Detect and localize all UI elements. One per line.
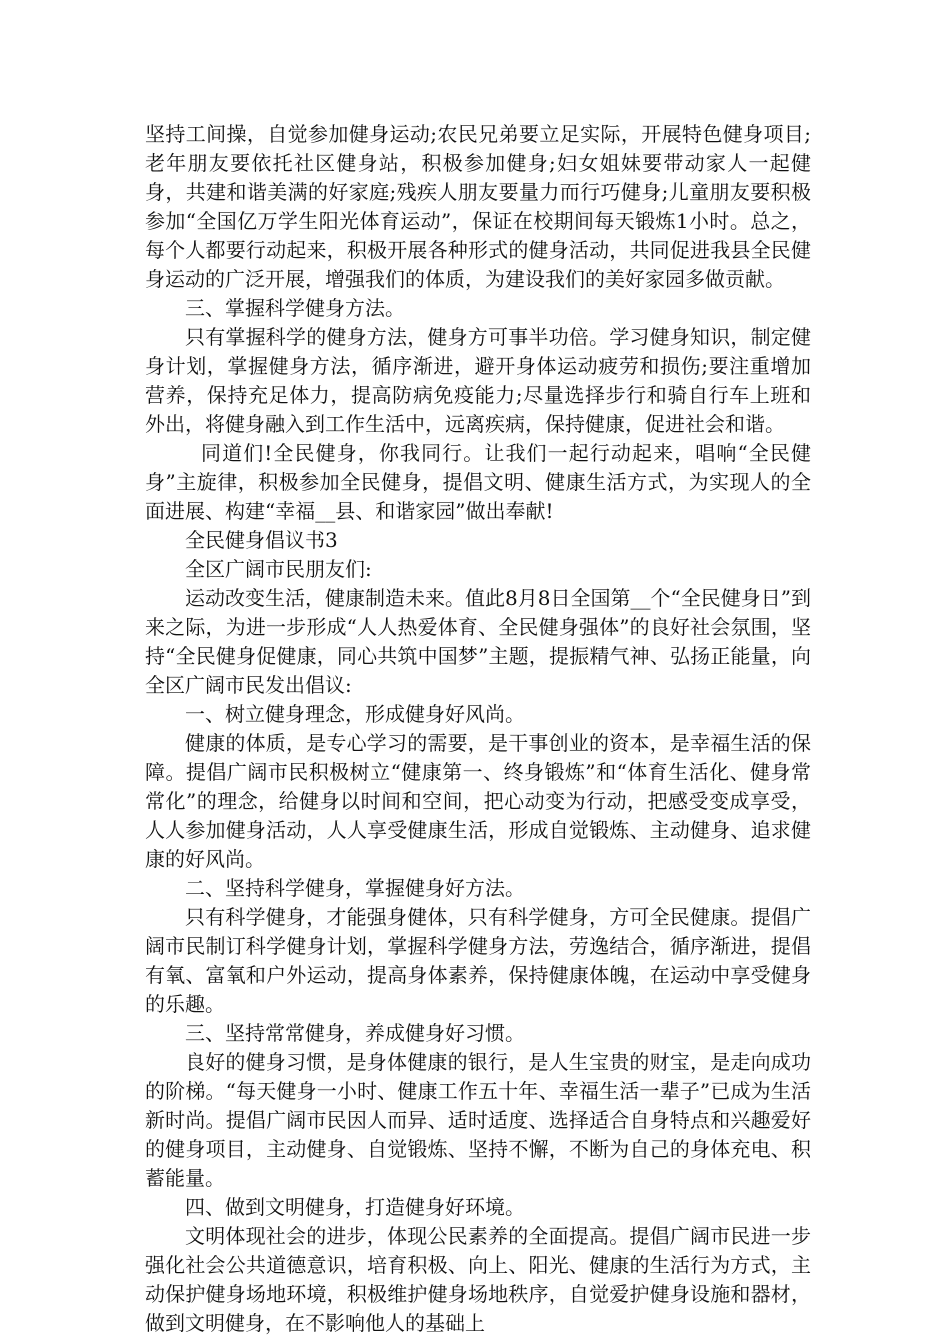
paragraph-section-2: 只有科学健身，才能强身健体，只有科学健身，方可全民健康。提倡广阔市民制订科学健身计划，掌握科学健身方法，劳逸结合，循序渐进，提倡有氧、富氧和户外运动，提高身体素养，保持健康体魄，在运动中享受健身的乐趣。 xyxy=(145,905,811,1016)
salutation: 全区广阔市民朋友们: xyxy=(185,557,372,581)
paragraph-continued: 坚持工间操，自觉参加健身运动;农民兄弟要立足实际，开展特色健身项目;老年朋友要依托社区健身站，积极参加健身;妇女姐妹要带动家人一起健身，共建和谐美满的好家庭;残疾人朋友要量力而行巧健身;儿童朋友要积极参加“全国亿万学生阳光体育运动”，保证在校期间每天锻炼1小时。总之，每个人都要行动起来，积极开展各种形式的健身活动，共同促进我县全民健身运动的广泛开展，增强我们的体质，为建设我们的美好家园多做贡献。 xyxy=(145,122,811,291)
paragraph-intro: 运动改变生活，健康制造未来。值此8月8日全国第__个“全民健身日”到来之际，为进一步形成“人人热爱体育、全民健身强体”的良好社会氛围，坚持“全民健身促健康，同心共筑中国梦”主题，提振精气神、弘扬正能量，向全区广阔市民发出倡议: xyxy=(145,586,811,697)
section-heading-2: 二、坚持科学健身，掌握健身好方法。 xyxy=(185,876,525,900)
paragraph-section-1: 健康的体质，是专心学习的需要，是干事创业的资本，是幸福生活的保障。提倡广阔市民积极树立“健康第一、终身锻炼”和“体育生活化、健身常常化”的理念，给健身以时间和空间，把心动变为行动，把感受变成享受，人人参加健身活动，人人享受健康生活，形成自觉锻炼、主动健身、追求健康的好风尚。 xyxy=(145,731,811,871)
document-title-3: 全民健身倡议书3 xyxy=(185,528,338,552)
section-heading-4: 四、做到文明健身，打造健身好环境。 xyxy=(185,1195,525,1219)
paragraph-method: 只有掌握科学的健身方法，健身方可事半功倍。学习健身知识，制定健身计划，掌握健身方法，循序渐进，避开身体运动疲劳和损伤;要注重增加营养，保持充足体力，提高防病免疫能力;尽量选择步行和骑自行车上班和外出，将健身融入到工作生活中，远离疾病，保持健康，促进社会和谐。 xyxy=(145,325,811,436)
section-heading-method: 三、掌握科学健身方法。 xyxy=(185,296,405,320)
document-body xyxy=(145,120,811,1338)
paragraph-section-3: 良好的健身习惯，是身体健康的银行，是人生宝贵的财宝，是走向成功的阶梯。“每天健身一小时、健康工作五十年、幸福生活一辈子”已成为生活新时尚。提倡广阔市民因人而异、适时适度、选择适合自身特点和兴趣爱好的健身项目，主动健身、自觉锻炼、坚持不懈，不断为自己的身体充电、积蓄能量。 xyxy=(145,1050,811,1190)
section-heading-3: 三、坚持常常健身，养成健身好习惯。 xyxy=(185,1021,525,1045)
paragraph-section-4: 文明体现社会的进步，体现公民素养的全面提高。提倡广阔市民进一步强化社会公共道德意识，培育积极、向上、阳光、健康的生活行为方式，主动保护健身场地环境，积极维护健身场地秩序，自觉爱护健身设施和器材，做到文明健身，在不影响他人的基础上 xyxy=(145,1224,811,1335)
section-heading-1: 一、树立健身理念，形成健身好风尚。 xyxy=(185,702,525,726)
paragraph-closing-call: 同道们!全民健身，你我同行。让我们一起行动起来，唱响“全民健身”主旋律，积极参加全民健身，提倡文明、健康生活方式，为实现人的全面进展、构建“幸福__县、和谐家园”做出奉献! xyxy=(145,441,811,523)
